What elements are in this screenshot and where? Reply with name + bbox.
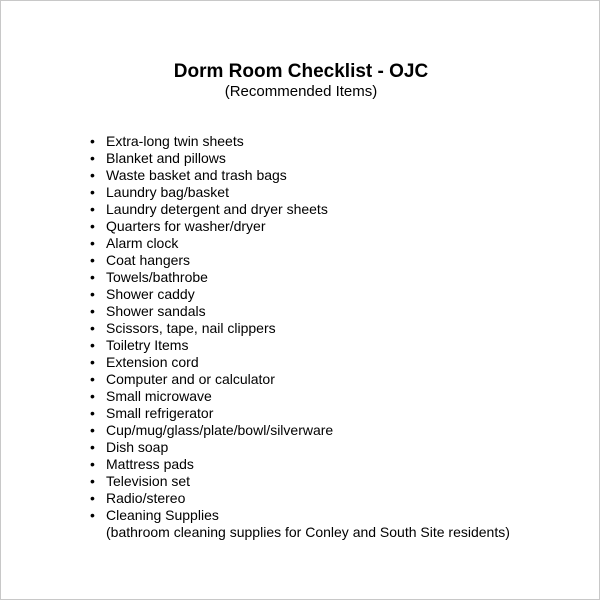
list-item-text: Scissors, tape, nail clippers	[106, 320, 276, 336]
list-item-note: (bathroom cleaning supplies for Conley and South Site residents)	[106, 524, 510, 540]
list-item	[86, 371, 510, 388]
list-item	[86, 320, 510, 337]
list-item-text: Cup/mug/glass/plate/bowl/silverware	[106, 422, 334, 438]
list-item	[86, 507, 510, 541]
list-item-text: Coat hangers	[106, 252, 191, 268]
list-item	[86, 150, 510, 167]
list-item	[86, 354, 510, 371]
list-item	[86, 405, 510, 422]
bullet-icon: •	[90, 490, 95, 506]
list-item-text: Extra-long twin sheets	[106, 133, 244, 149]
list-item-text: Laundry detergent and dryer sheets	[106, 201, 328, 217]
bullet-icon: •	[90, 422, 95, 438]
checklist	[86, 133, 510, 541]
list-item-text: Shower caddy	[106, 286, 195, 302]
list-item	[86, 303, 510, 320]
list-item-text: Dish soap	[106, 439, 169, 455]
bullet-icon: •	[90, 218, 95, 234]
list-item-text: Small refrigerator	[106, 405, 214, 421]
list-item	[86, 388, 510, 405]
list-item	[86, 201, 510, 218]
bullet-icon: •	[90, 320, 95, 336]
bullet-icon: •	[90, 337, 95, 353]
list-item	[86, 456, 510, 473]
list-item-text: Toiletry Items	[106, 337, 189, 353]
bullet-icon: •	[90, 167, 95, 183]
page-title: Dorm Room Checklist - OJC	[173, 61, 429, 82]
list-item	[86, 184, 510, 201]
bullet-icon: •	[90, 303, 95, 319]
bullet-icon: •	[90, 150, 95, 166]
bullet-icon: •	[90, 269, 95, 285]
bullet-icon: •	[90, 286, 95, 302]
list-item	[86, 167, 510, 184]
bullet-icon: •	[90, 235, 95, 251]
bullet-icon: •	[90, 439, 95, 455]
list-item	[86, 252, 510, 269]
list-item-text: Blanket and pillows	[106, 150, 226, 166]
list-item-text: Towels/bathrobe	[106, 269, 208, 285]
list-item-text: Small microwave	[106, 388, 212, 404]
bullet-icon: •	[90, 371, 95, 387]
bullet-icon: •	[90, 473, 95, 489]
list-item-text: Laundry bag/basket	[106, 184, 229, 200]
list-item	[86, 439, 510, 456]
list-item	[86, 473, 510, 490]
list-item	[86, 337, 510, 354]
bullet-icon: •	[90, 507, 95, 523]
list-item	[86, 269, 510, 286]
list-item	[86, 133, 510, 150]
list-item	[86, 422, 510, 439]
bullet-icon: •	[90, 405, 95, 421]
list-item-text: Television set	[106, 473, 191, 489]
bullet-icon: •	[90, 184, 95, 200]
bullet-icon: •	[90, 201, 95, 217]
page-subtitle: (Recommended Items)	[224, 83, 378, 100]
bullet-icon: •	[90, 388, 95, 404]
list-item	[86, 490, 510, 507]
list-item-text: Extension cord	[106, 354, 199, 370]
list-item-text: Radio/stereo	[106, 490, 186, 506]
bullet-icon: •	[90, 252, 95, 268]
list-item	[86, 218, 510, 235]
list-item-text: Quarters for washer/dryer	[106, 218, 266, 234]
list-item-text: Computer and or calculator	[106, 371, 275, 387]
bullet-icon: •	[90, 456, 95, 472]
list-item-text: Shower sandals	[106, 303, 206, 319]
list-item	[86, 286, 510, 303]
list-item	[86, 235, 510, 252]
bullet-icon: •	[90, 354, 95, 370]
list-item-text: Mattress pads	[106, 456, 194, 472]
list-item-text: Alarm clock	[106, 235, 179, 251]
list-item-text: Cleaning Supplies	[106, 507, 219, 523]
list-item-text: Waste basket and trash bags	[106, 167, 287, 183]
bullet-icon: •	[90, 133, 95, 149]
